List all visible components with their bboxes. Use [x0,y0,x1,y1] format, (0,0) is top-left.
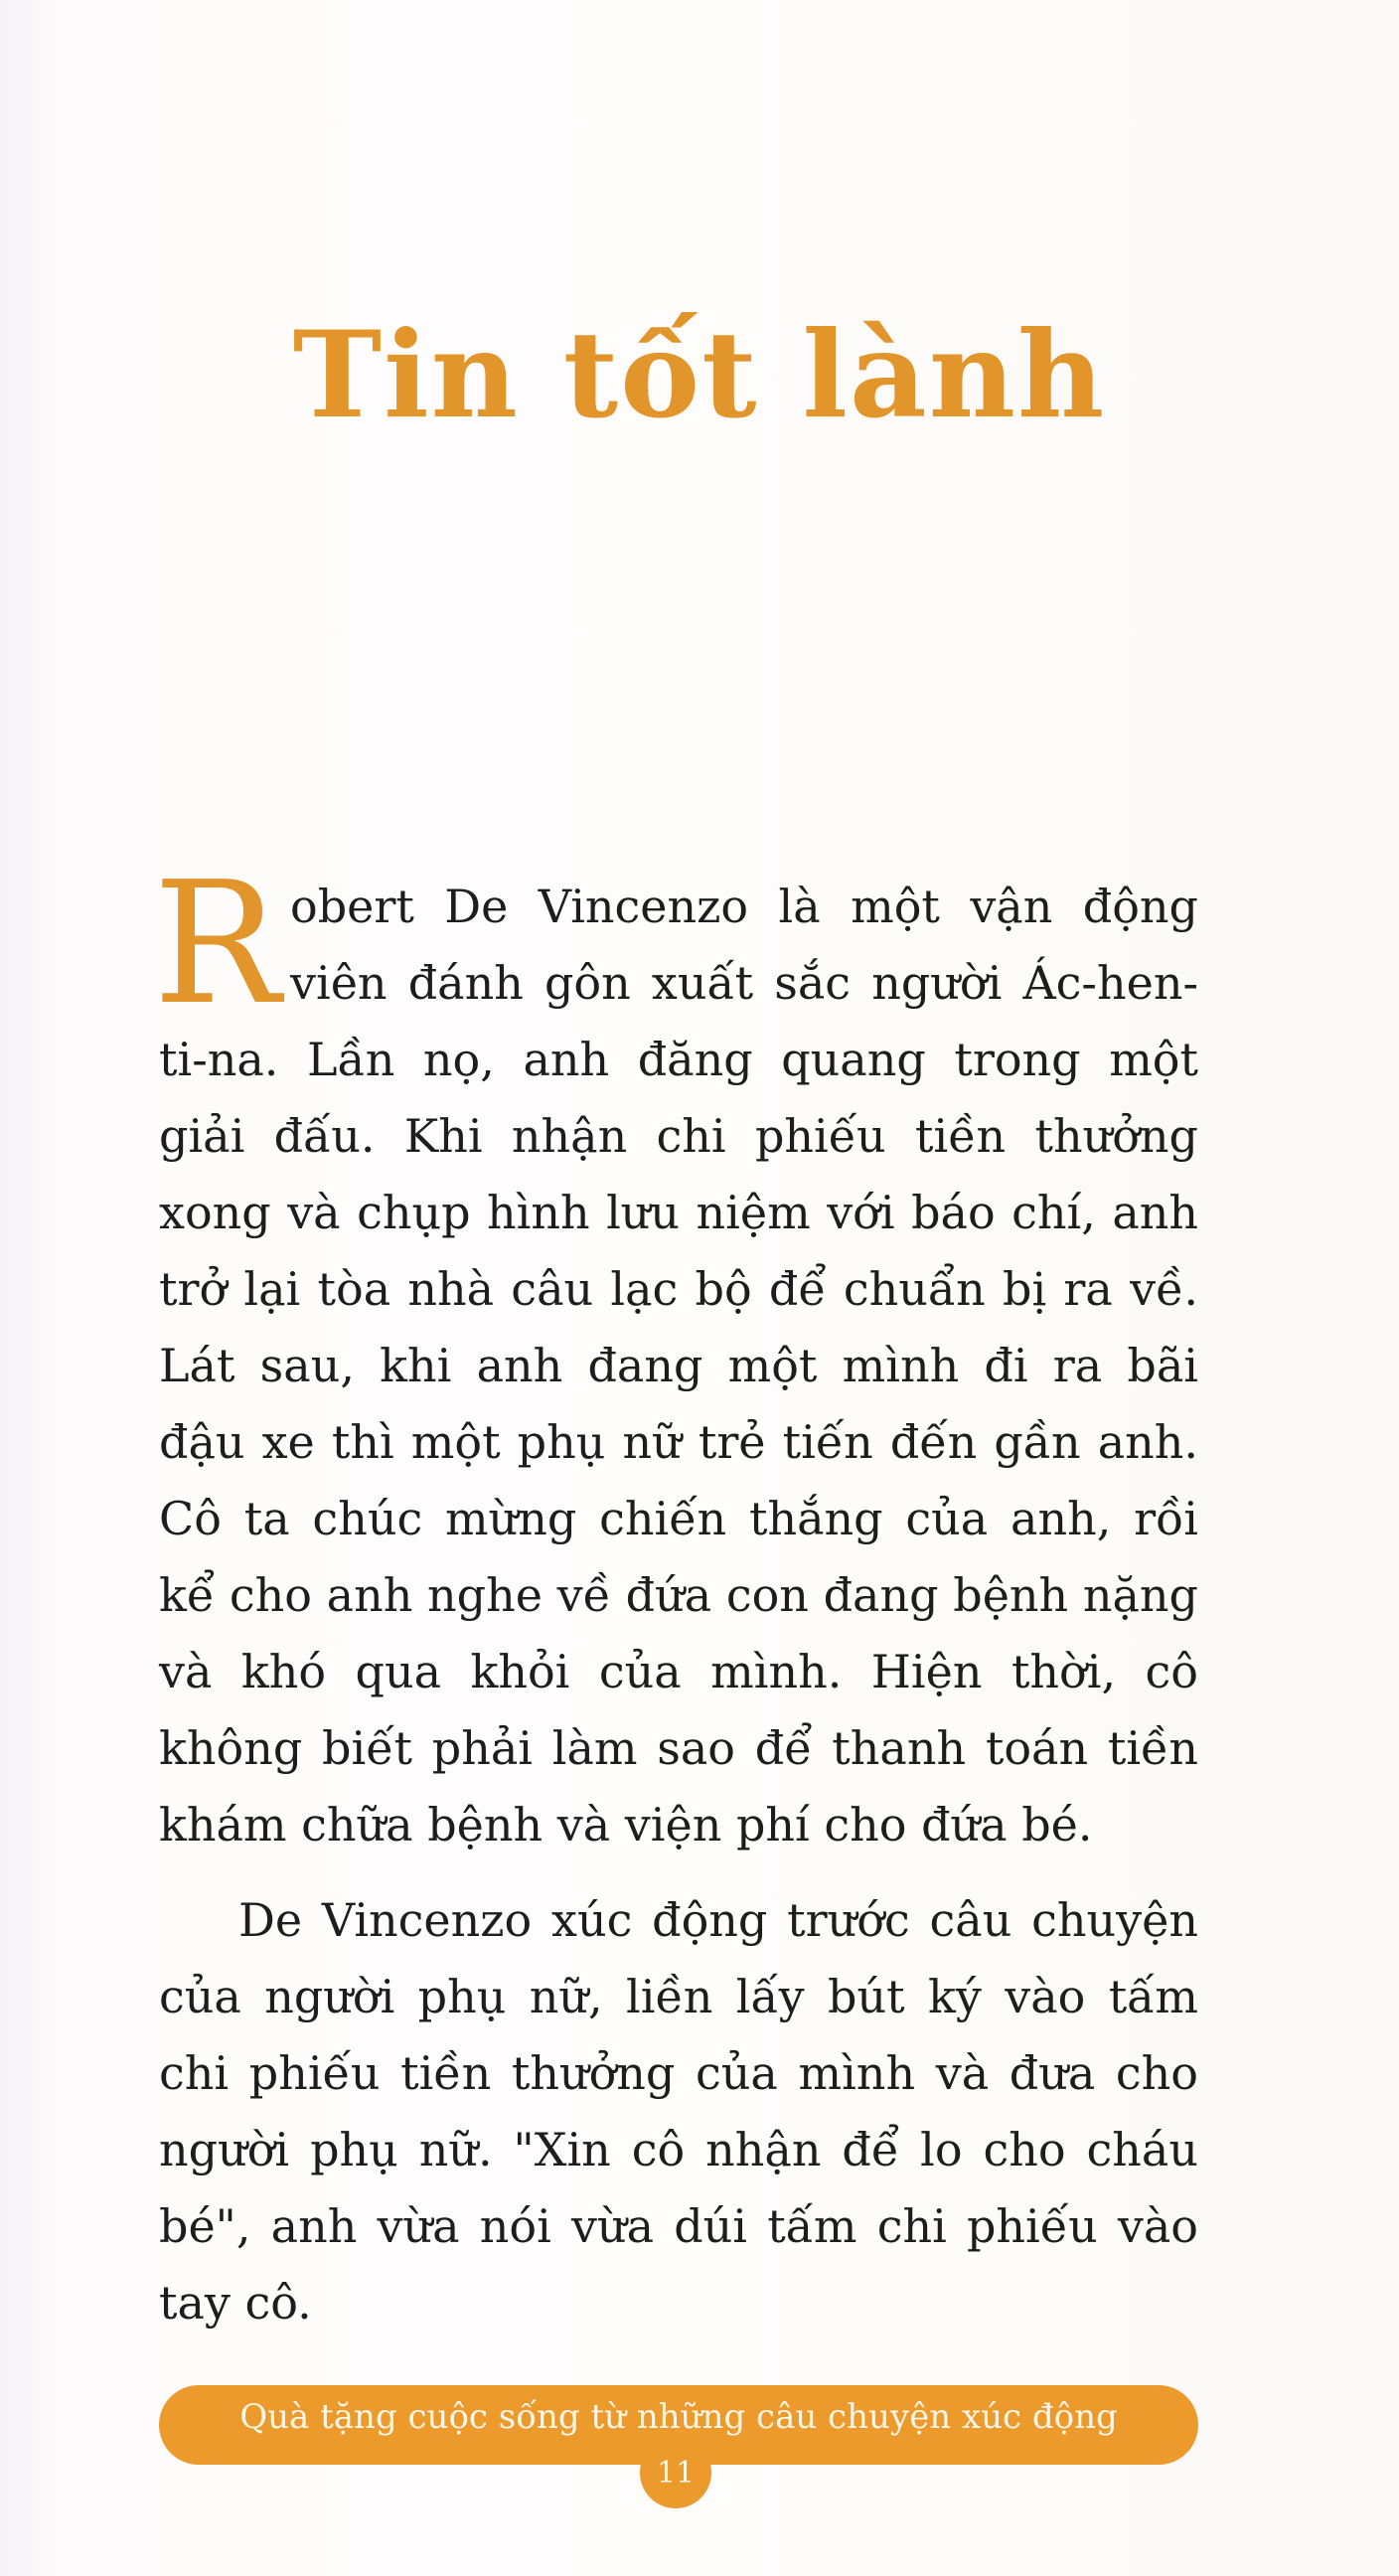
paragraph-1 [153,846,1198,1863]
paragraph-2: De Vincenzo xúc động trước câu chuyện của người phụ nữ, liền lấy bút ký vào tấm chi phiếu tiền thưởng của mình và đưa cho người phụ nữ. "Xin cô nhận để lo cho cháu bé", anh vừa nói vừa dúi tấm chi phiếu vào tay cô. [159,1893,1198,2330]
drop-cap: R [153,846,280,1043]
story-body [153,846,1198,2341]
chapter-title: Tin tốt lành [292,305,1107,446]
page-number-badge: 11 [640,2437,711,2508]
paragraph-1-text: obert De Vincenzo là một vận động viên đánh gôn xuất sắc người Ác-hen-ti-na. Lần nọ, anh đăng quang trong một giải đấu. Khi nhận chi phiếu tiền thưởng xong và chụp hình lưu niệm với báo chí, anh trở lại tòa nhà câu lạc bộ để chuẩn bị ra về. Lát sau, khi anh đang một mình đi ra bãi đậu xe thì một phụ nữ trẻ tiến đến gần anh. Cô ta chúc mừng chiến thắng của anh, rồi kể cho anh nghe về đứa con đang bệnh nặng và khó qua khỏi của mình. Hiện thời, cô không biết phải làm sao để thanh toán tiền khám chữa bệnh và viện phí cho đứa bé. [159,880,1198,1852]
footer-book-title-bar: Quà tặng cuộc sống từ những câu chuyện xúc động [159,2385,1198,2465]
